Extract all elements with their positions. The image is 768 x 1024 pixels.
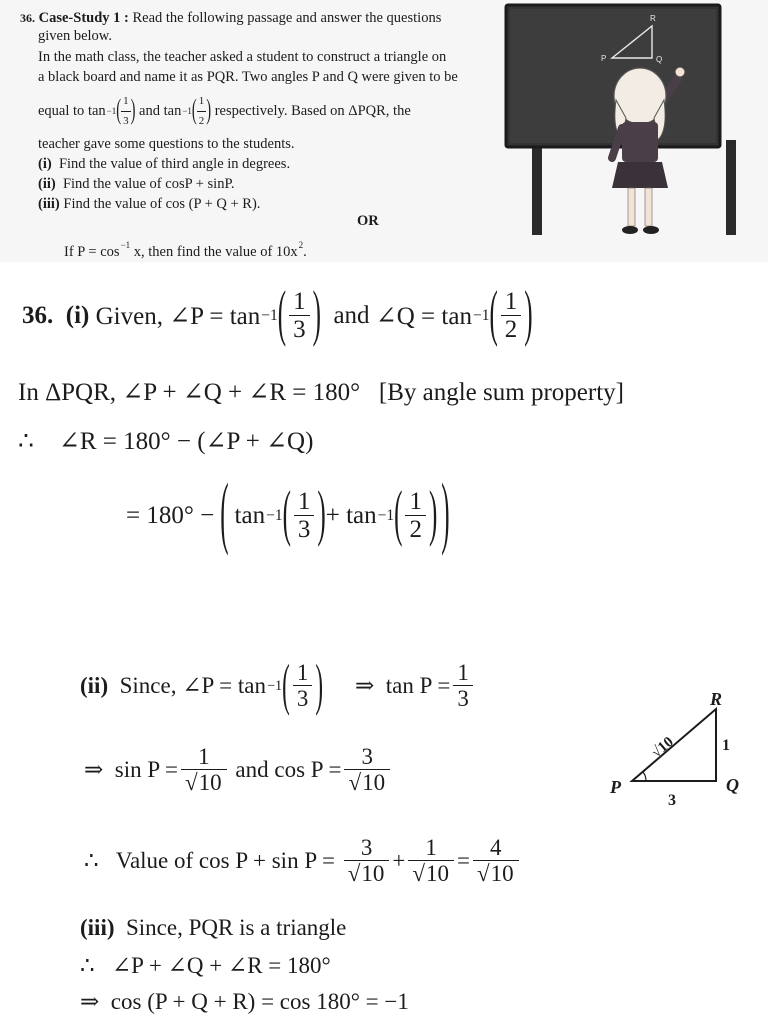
- r-angle-expression: [126, 471, 450, 558]
- therefore-symbol: ∴: [80, 953, 95, 978]
- r-line-text: ∠R = 180° − (∠P + ∠Q): [58, 428, 314, 455]
- fraction-one-root10: [181, 745, 227, 795]
- question-number: 36.: [20, 11, 35, 25]
- equals-symbol: =: [456, 848, 470, 873]
- triangle-label-r: R: [710, 689, 723, 709]
- inverse-sup: −1: [267, 677, 283, 694]
- num: 3: [360, 834, 373, 860]
- num: 3: [361, 743, 374, 769]
- since-text: Since, PQR is a triangle: [126, 915, 347, 940]
- part3-cos-line: [80, 989, 409, 1015]
- num: 1: [297, 487, 311, 515]
- sum-line-text: In ΔPQR, ∠P + ∠Q + ∠R = 180°: [18, 379, 361, 406]
- question-line-1: [20, 9, 441, 28]
- num: 1: [457, 659, 469, 685]
- question-line-2: given below.: [38, 28, 112, 44]
- implies-symbol: ⇒: [355, 673, 375, 698]
- triangle-side-3: 3: [668, 792, 676, 809]
- paren-open: (: [489, 281, 498, 349]
- sum-reason-text: [By angle sum property]: [378, 379, 624, 406]
- or-question: [64, 236, 307, 262]
- implies-symbol: ⇒: [80, 989, 100, 1014]
- therefore-symbol: ∴: [84, 848, 99, 873]
- or-label: OR: [357, 213, 379, 229]
- part2-since-line: [80, 650, 476, 722]
- part1-label: (i): [65, 302, 90, 329]
- item-label: (iii): [38, 196, 60, 212]
- item-label: (ii): [38, 176, 56, 192]
- eq-pre: = 180° −: [126, 502, 215, 529]
- triangle-hypotenuse: √10: [648, 734, 677, 762]
- tan-text: tan: [163, 103, 182, 119]
- solution-number: 36.: [22, 302, 54, 329]
- or-pre: If P = cos: [64, 244, 120, 261]
- tan-p-text: tan P =: [385, 673, 451, 698]
- cos-plus-sin-line: [84, 822, 522, 900]
- num: 1: [198, 743, 210, 769]
- fraction-four-root10: [473, 836, 519, 886]
- den: 3: [294, 515, 315, 544]
- fraction-one-third: [294, 489, 315, 544]
- plus-symbol: +: [392, 848, 406, 873]
- inverse-sup: −1: [266, 507, 283, 524]
- paren-close: ): [312, 281, 321, 349]
- den: √10: [344, 860, 390, 886]
- and-text: and: [235, 757, 269, 782]
- question-line-4: a black board and name it as PQR. Two angles P and Q were given to be: [38, 69, 458, 85]
- num: 1: [425, 834, 437, 860]
- value-text: Value of cos P + sin P =: [115, 848, 335, 873]
- question-line-5: [38, 92, 411, 131]
- therefore-symbol: ∴: [18, 428, 34, 455]
- item-label: (i): [38, 156, 52, 172]
- part3-since-line: [80, 915, 346, 941]
- paren-close: ): [315, 653, 324, 716]
- inverse-sup: −1: [472, 307, 490, 324]
- num: 1: [296, 659, 309, 685]
- dot: .: [303, 244, 307, 261]
- sin-cos-line: [84, 732, 393, 808]
- part3-sum-line: [80, 953, 331, 979]
- question-item-2: [38, 175, 235, 194]
- fraction-one-third: [453, 661, 473, 711]
- item-text: Find the value of cos (P + Q + R).: [63, 196, 261, 212]
- paren-close: ): [130, 94, 136, 127]
- tan-text: tan: [87, 103, 106, 119]
- board-label-r: R: [650, 14, 656, 23]
- triangle-label-q: Q: [726, 775, 739, 795]
- respectively-text: respectively. Based on ΔPQR, the: [214, 103, 411, 119]
- inverse-sup: −1: [120, 240, 131, 250]
- inverse-sup: −1: [182, 106, 192, 116]
- question-panel: [0, 0, 768, 262]
- item-text: Find the value of cosP + sinP.: [62, 176, 235, 192]
- triangle-label-p: P: [610, 777, 621, 797]
- num: 1: [198, 95, 205, 107]
- num: 1: [293, 287, 306, 315]
- inverse-sup: −1: [377, 507, 395, 524]
- den: √10: [473, 860, 519, 886]
- den: 2: [405, 515, 426, 544]
- item-text: Find the value of third angle in degrees.: [58, 156, 291, 172]
- den: 3: [453, 685, 473, 711]
- den: √10: [181, 769, 227, 795]
- paren-open: (: [282, 653, 290, 716]
- fraction-three-root10: [344, 745, 390, 795]
- cos-line-text: cos (P + Q + R) = cos 180° = −1: [110, 989, 409, 1014]
- tan-text: tan: [234, 502, 266, 529]
- fraction-three-root10: [344, 836, 390, 886]
- equal-to-text: equal to: [38, 103, 85, 119]
- question-item-3: [38, 195, 260, 214]
- blackboard-illustration: [500, 0, 768, 262]
- question-item-1: [38, 155, 290, 174]
- cos-p-text: cos P =: [274, 757, 342, 782]
- question-line-6: teacher gave some questions to the students.: [38, 136, 295, 152]
- num: 1: [409, 487, 422, 515]
- and-text: and: [333, 302, 370, 329]
- inverse-sup: −1: [106, 106, 117, 116]
- or-post: x, then find the value of 10x: [133, 244, 298, 261]
- den: 3: [293, 685, 313, 711]
- paren-open: (: [277, 281, 287, 349]
- den: 3: [289, 315, 310, 344]
- sqrt-10: 10: [490, 860, 514, 886]
- part3-label: (iii): [80, 915, 115, 940]
- part2-label: (ii): [80, 673, 109, 698]
- fraction-one-half: [405, 489, 426, 544]
- fraction-one-root10: [408, 836, 454, 886]
- triangle-side-1: 1: [722, 737, 730, 754]
- paren-open: (: [191, 94, 197, 127]
- case-study-heading: Case-Study 1 :: [38, 10, 129, 26]
- big-paren-close: ): [441, 471, 450, 558]
- den: 3: [121, 111, 131, 131]
- square-sup: 2: [298, 240, 304, 250]
- paren-open: (: [282, 481, 291, 549]
- num: 4: [490, 834, 502, 860]
- question-line-3: In the math class, the teacher asked a student to construct a triangle on: [38, 49, 447, 65]
- sum-text: ∠P + ∠Q + ∠R = 180°: [111, 953, 331, 978]
- paren-close: ): [524, 281, 533, 349]
- paren-close: ): [317, 481, 326, 549]
- fraction-one-half: [197, 92, 207, 131]
- r-angle-line: [18, 426, 313, 456]
- triangle-diagram: [600, 685, 760, 810]
- sqrt-10: 10: [362, 769, 386, 795]
- board-label-p: P: [601, 54, 607, 63]
- den: 2: [501, 315, 522, 344]
- plus-tan-text: + tan: [325, 502, 377, 529]
- sin-p-text: sin P =: [114, 757, 179, 782]
- implies-symbol: ⇒: [84, 757, 104, 782]
- fraction-one-third: [293, 661, 313, 711]
- fraction-one-third: [121, 92, 131, 131]
- sqrt-10: 10: [198, 769, 222, 795]
- board-label-q: Q: [656, 55, 663, 64]
- num: 1: [504, 287, 518, 315]
- and-text: and: [139, 103, 160, 119]
- solution-part1-given: [22, 280, 533, 352]
- angle-sum-line: [18, 377, 624, 407]
- num: 1: [123, 95, 129, 107]
- given-text: Given, ∠P = tan: [95, 303, 261, 330]
- paren-close: ): [428, 481, 438, 549]
- fraction-one-half: [501, 289, 522, 344]
- sqrt-10: 10: [425, 860, 449, 886]
- fraction-one-third: [289, 289, 310, 344]
- den: 2: [197, 111, 207, 131]
- paren-close: ): [206, 94, 212, 127]
- sqrt-10: 10: [361, 860, 385, 886]
- den: √10: [344, 769, 390, 795]
- paren-open: (: [394, 481, 403, 549]
- heading-rest: Read the following passage and answer the questions: [132, 10, 442, 26]
- big-paren-open: (: [220, 471, 229, 558]
- paren-open: (: [116, 94, 122, 127]
- inverse-sup: −1: [261, 307, 278, 324]
- den: √10: [408, 860, 454, 886]
- since-text: Since, ∠P = tan: [119, 673, 266, 698]
- angle-q-text: ∠Q = tan: [375, 303, 472, 330]
